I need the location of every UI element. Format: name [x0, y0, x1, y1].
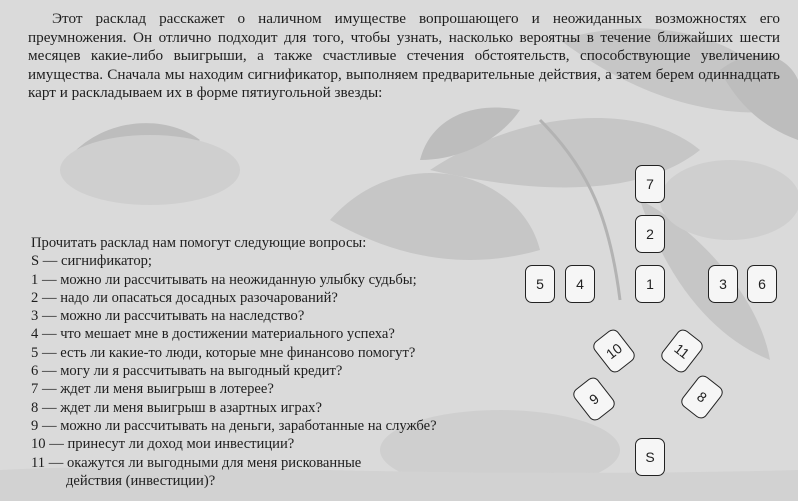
card-2: 2: [635, 215, 665, 253]
question-item: 4 — что мешает мне в достижении материального успеха?: [31, 326, 395, 343]
card-signifier: S: [635, 438, 665, 476]
card-1: 1: [635, 265, 665, 303]
card-5: 5: [525, 265, 555, 303]
question-item: S — сигнификатор;: [31, 253, 152, 270]
questions-heading: Прочитать расклад нам помогут следующие вопросы:: [31, 235, 367, 251]
questions-list: [31, 234, 501, 490]
card-3: 3: [708, 265, 738, 303]
question-item: 10 — принесут ли доход мои инвестиции?: [31, 436, 295, 453]
question-item: 2 — надо ли опасаться досадных разочарований?: [31, 289, 338, 306]
card-9: 9: [570, 375, 617, 423]
question-item: 8 — ждет ли меня выигрыш в азартных играх?: [31, 399, 322, 416]
question-item: 5 — есть ли какие-то люди, которые мне финансово помогут?: [31, 344, 416, 361]
card-8: 8: [678, 373, 725, 421]
question-item-continuation: действия (инвестиции)?: [66, 472, 216, 489]
intro-paragraph: Этот расклад расскажет о наличном имуществе вопрошающего и неожиданных возможностях его преумножения. Он отлично подходит для того, чтобы узнать, насколько вероятны в течение ближайших шести месяцев какие-либо выигрыши, а также счастливые стечения обстоятельств, способствующие увеличению имущества. Сначала мы находим сигнификатор, выполняем предварительные действия, а затем берем одиннадцать карт и раскладываем их в форме пятиугольной звезды:: [28, 10, 780, 102]
card-10: 10: [590, 327, 637, 375]
question-item: 11 — окажутся ли выгодными для меня рискованные: [31, 454, 362, 471]
question-item: 7 — ждет ли меня выигрыш в лотерее?: [31, 381, 274, 398]
question-item: 3 — можно ли рассчитывать на наследство?: [31, 308, 305, 325]
card-6: 6: [747, 265, 777, 303]
card-4: 4: [565, 265, 595, 303]
question-item: 1 — можно ли рассчитывать на неожиданную улыбку судьбы;: [31, 271, 417, 288]
question-item: 6 — могу ли я рассчитывать на выгодный кредит?: [31, 363, 343, 380]
question-item: 9 — можно ли рассчитывать на деньги, заработанные на службе?: [31, 417, 437, 434]
card-11: 11: [658, 327, 705, 375]
card-7: 7: [635, 165, 665, 203]
